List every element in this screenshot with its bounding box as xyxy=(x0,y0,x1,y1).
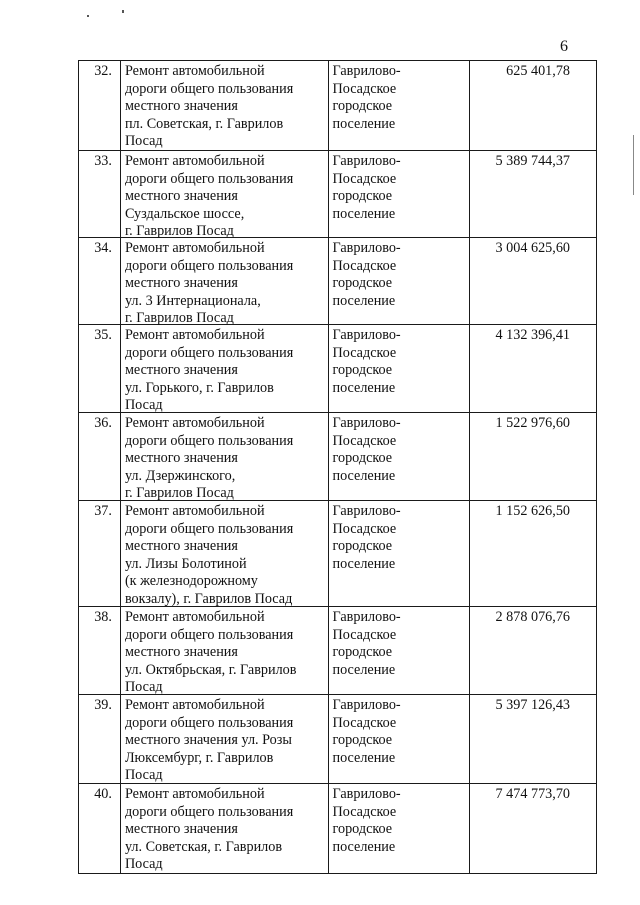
work-description: Ремонт автомобильной дороги общего пользования местного значения ул. Советская, г. Гаврилов Посад xyxy=(121,784,329,874)
amount: 1 152 626,50 xyxy=(470,501,597,607)
work-description: Ремонт автомобильной дороги общего пользования местного значения ул. Дзержинского, г. Гаврилов Посад xyxy=(121,413,329,501)
page-number: 6 xyxy=(560,38,568,55)
row-number: 35. xyxy=(79,325,121,413)
municipality: Гаврилово- Посадское городское поселение xyxy=(329,325,471,413)
work-description: Ремонт автомобильной дороги общего пользования местного значения ул. Розы Люксембург, г. Гаврилов Посад xyxy=(121,695,329,784)
amount: 4 132 396,41 xyxy=(470,325,597,413)
amount: 5 397 126,43 xyxy=(470,695,597,784)
amount: 1 522 976,60 xyxy=(470,413,597,501)
amount: 2 878 076,76 xyxy=(470,607,597,695)
municipality: Гаврилово- Посадское городское поселение xyxy=(329,607,471,695)
work-description: Ремонт автомобильной дороги общего пользования местного значения пл. Советская, г. Гаврилов Посад xyxy=(121,61,329,151)
municipality: Гаврилово- Посадское городское поселение xyxy=(329,238,471,325)
scan-speck xyxy=(122,10,124,13)
table-row xyxy=(79,784,597,874)
municipality: Гаврилово- Посадское городское поселение xyxy=(329,413,471,501)
row-number: 32. xyxy=(79,61,121,151)
scan-margin-line xyxy=(633,135,634,195)
row-number: 36. xyxy=(79,413,121,501)
work-description: Ремонт автомобильной дороги общего пользования местного значения Суздальское шоссе, г. Гаврилов Посад xyxy=(121,151,329,238)
row-number: 37. xyxy=(79,501,121,607)
municipality: Гаврилово- Посадское городское поселение xyxy=(329,695,471,784)
work-description: Ремонт автомобильной дороги общего пользования местного значения ул. Октябрьская, г. Гаврилов Посад xyxy=(121,607,329,695)
municipality: Гаврилово- Посадское городское поселение xyxy=(329,151,471,238)
row-number: 34. xyxy=(79,238,121,325)
table-row xyxy=(79,501,597,607)
scan-speck xyxy=(87,15,89,17)
work-description: Ремонт автомобильной дороги общего пользования местного значения ул. Горького, г. Гаврилов Посад xyxy=(121,325,329,413)
municipality: Гаврилово- Посадское городское поселение xyxy=(329,61,471,151)
table-row xyxy=(79,151,597,238)
work-description: Ремонт автомобильной дороги общего пользования местного значения ул. 3 Интернационала, г. Гаврилов Посад xyxy=(121,238,329,325)
amount: 5 389 744,37 xyxy=(470,151,597,238)
municipality: Гаврилово- Посадское городское поселение xyxy=(329,784,471,874)
roads-table xyxy=(78,60,597,874)
amount: 3 004 625,60 xyxy=(470,238,597,325)
row-number: 40. xyxy=(79,784,121,874)
row-number: 38. xyxy=(79,607,121,695)
table-row xyxy=(79,695,597,784)
work-description: Ремонт автомобильной дороги общего пользования местного значения ул. Лизы Болотиной (к железнодорожному вокзалу), г. Гаврилов Посад xyxy=(121,501,329,607)
amount: 7 474 773,70 xyxy=(470,784,597,874)
table-row xyxy=(79,413,597,501)
table-row xyxy=(79,607,597,695)
municipality: Гаврилово- Посадское городское поселение xyxy=(329,501,471,607)
row-number: 33. xyxy=(79,151,121,238)
amount: 625 401,78 xyxy=(470,61,597,151)
table-row xyxy=(79,61,597,151)
row-number: 39. xyxy=(79,695,121,784)
table-row xyxy=(79,325,597,413)
table-row xyxy=(79,238,597,325)
